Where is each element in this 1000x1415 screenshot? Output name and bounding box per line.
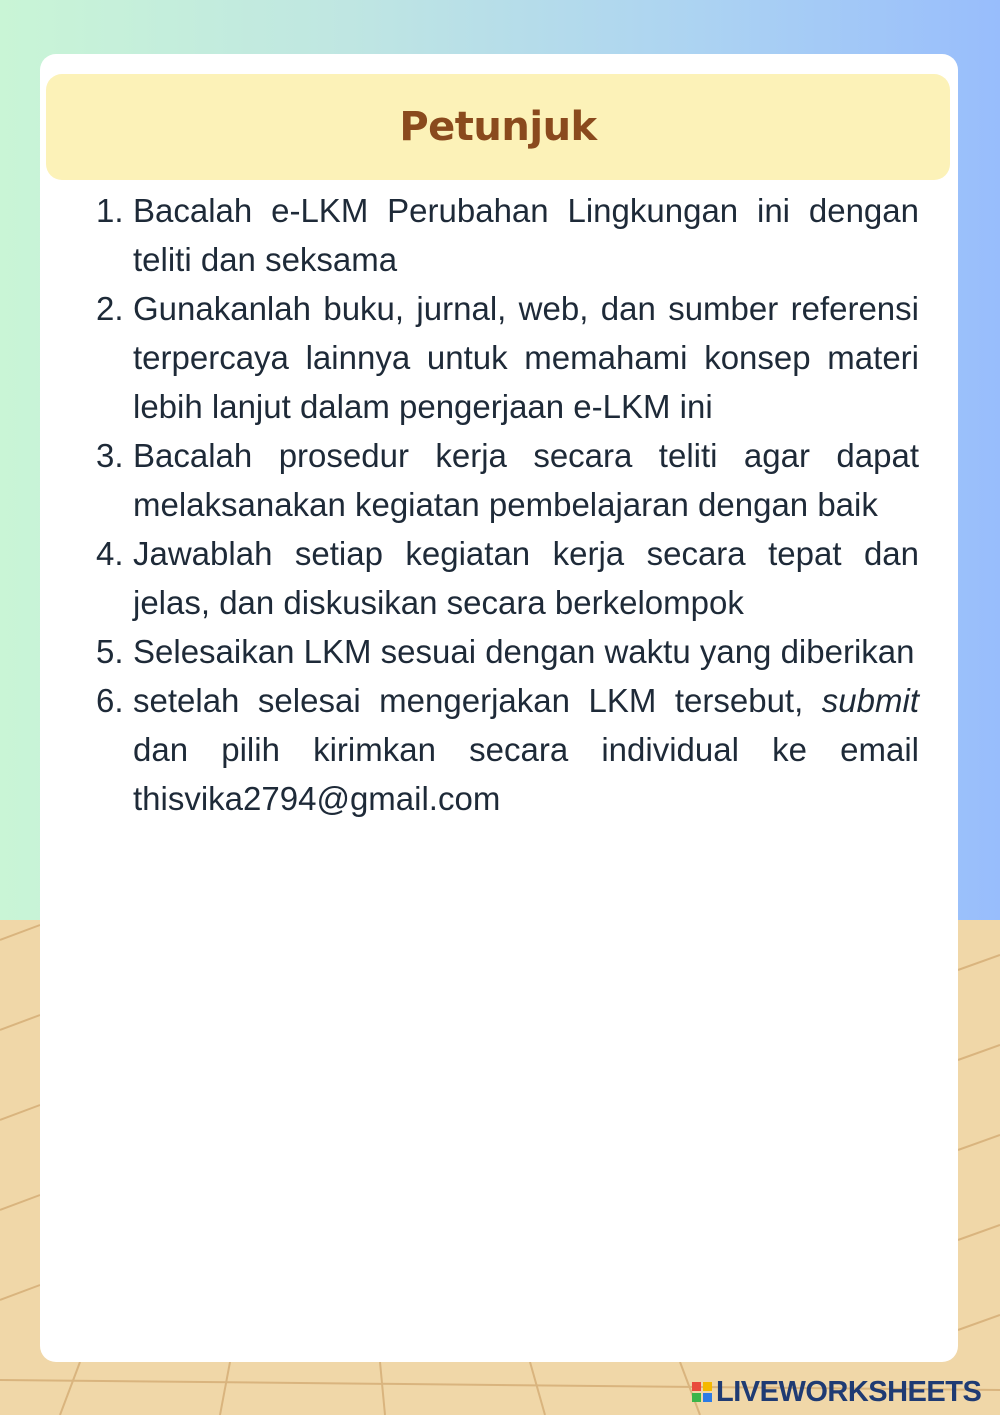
item-number: 4. bbox=[96, 535, 124, 572]
list-item bbox=[96, 676, 919, 823]
instructions-list bbox=[96, 186, 919, 823]
item-number: 3. bbox=[96, 437, 124, 474]
item-text: Gunakanlah buku, jurnal, web, dan sumber referensi terpercaya lainnya untuk memahami konsep materi lebih lanjut dalam pengerjaan e-LKM ini bbox=[133, 290, 919, 425]
page-title: Petunjuk bbox=[399, 104, 597, 150]
item-text: Selesaikan LKM sesuai dengan waktu yang diberikan bbox=[133, 633, 915, 670]
item-text bbox=[133, 676, 919, 823]
item-text: Bacalah e-LKM Perubahan Lingkungan ini dengan teliti dan seksama bbox=[133, 192, 919, 278]
item-text-italic: submit bbox=[821, 682, 919, 719]
list-item bbox=[96, 431, 919, 529]
list-item bbox=[96, 627, 919, 676]
item-text: Bacalah prosedur kerja secara teliti agar dapat melaksanakan kegiatan pembelajaran dengan baik bbox=[133, 437, 919, 523]
instructions-card bbox=[40, 54, 958, 1362]
item-number: 5. bbox=[96, 633, 124, 670]
list-item bbox=[96, 284, 919, 431]
liveworksheets-logo-icon bbox=[692, 1382, 712, 1402]
item-number: 6. bbox=[96, 682, 124, 719]
logo-text: LIVEWORKSHEETS bbox=[716, 1375, 982, 1408]
liveworksheets-logo[interactable] bbox=[692, 1372, 981, 1412]
list-item bbox=[96, 186, 919, 284]
item-number: 1. bbox=[96, 192, 124, 229]
item-text: Jawablah setiap kegiatan kerja secara tepat dan jelas, dan diskusikan secara berkelompok bbox=[133, 535, 919, 621]
list-item bbox=[96, 529, 919, 627]
item-text-part: setelah selesai mengerjakan LKM tersebut, bbox=[133, 682, 822, 719]
title-banner bbox=[46, 74, 950, 180]
item-number: 2. bbox=[96, 290, 124, 327]
item-text-part: dan pilih kirimkan secara individual ke email thisvika2794@gmail.com bbox=[133, 731, 919, 817]
